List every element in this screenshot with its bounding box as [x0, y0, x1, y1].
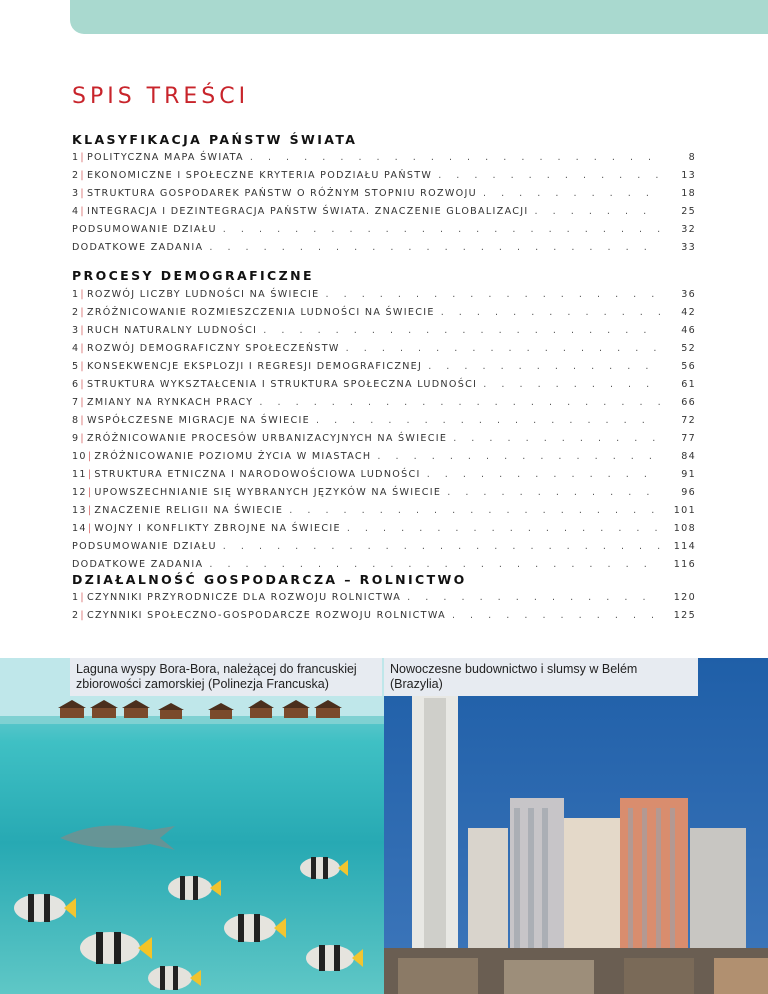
toc-entry[interactable]: 4 | ROZWÓJ DEMOGRAFICZNY SPOŁECZEŃSTW . . . 52 — [72, 343, 696, 359]
toc-entry[interactable]: 8 | WSPÓŁCZESNE MIGRACJE NA ŚWIECIE . . . 72 — [72, 415, 696, 431]
city-illustration — [384, 658, 768, 994]
section-heading: KLASYFIKACJA PAŃSTW ŚWIATA — [72, 132, 358, 147]
header-band — [70, 0, 768, 34]
toc-entry[interactable]: 2 | ZRÓŻNICOWANIE ROZMIESZCZENIA LUDNOŚCI NA ŚWIECIE . . . 42 — [72, 307, 696, 323]
toc-entry[interactable]: 12 | UPOWSZECHNIANIE SIĘ WYBRANYCH JĘZYKÓW NA ŚWIECIE . . . 96 — [72, 487, 696, 503]
toc-entry[interactable]: 1 | ROZWÓJ LICZBY LUDNOŚCI NA ŚWIECIE . . . 36 — [72, 289, 696, 305]
toc-entry[interactable]: 2 | CZYNNIKI SPOŁECZNO-GOSPODARCZE ROZWOJU ROLNICTWA . . . 125 — [72, 610, 696, 626]
toc-entry[interactable]: 9 | ZRÓŻNICOWANIE PROCESÓW URBANIZACYJNYCH NA ŚWIECIE . . . 77 — [72, 433, 696, 449]
city-photo — [384, 658, 768, 994]
section-heading: DZIAŁALNOŚĆ GOSPODARCZA – ROLNICTWO — [72, 572, 467, 587]
toc-entry[interactable]: PODSUMOWANIE DZIAŁU . . . 32 — [72, 224, 696, 240]
toc-entry[interactable]: DODATKOWE ZADANIA . . . 116 — [72, 559, 696, 575]
toc-entry[interactable]: 3 | RUCH NATURALNY LUDNOŚCI . . . 46 — [72, 325, 696, 341]
toc-entry[interactable]: 11 | STRUKTURA ETNICZNA I NARODOWOŚCIOWA LUDNOŚCI . . . 91 — [72, 469, 696, 485]
toc-entry[interactable]: 6 | STRUKTURA WYKSZTAŁCENIA I STRUKTURA SPOŁECZNA LUDNOŚCI . . . 61 — [72, 379, 696, 395]
lagoon-photo — [0, 658, 384, 994]
toc-entry[interactable]: 10 | ZRÓŻNICOWANIE POZIOMU ŻYCIA W MIASTACH . . . 84 — [72, 451, 696, 467]
toc-entry[interactable]: 7 | ZMIANY NA RYNKACH PRACY . . . 66 — [72, 397, 696, 413]
lagoon-caption: Laguna wyspy Bora-Bora, należącej do francuskiej zbiorowości zamorskiej (Polinezja Francuska) — [70, 658, 382, 696]
toc-entry[interactable]: 1 | CZYNNIKI PRZYRODNICZE DLA ROZWOJU ROLNICTWA . . . 120 — [72, 592, 696, 608]
city-caption: Nowoczesne budownictwo i slumsy w Belém (Brazylia) — [384, 658, 698, 696]
toc-entry[interactable]: 3 | STRUKTURA GOSPODAREK PAŃSTW O RÓŻNYM STOPNIU ROZWOJU . . . 18 — [72, 188, 696, 204]
page-title: SPIS TREŚCI — [72, 84, 250, 109]
toc-entry[interactable]: 4 | INTEGRACJA I DEZINTEGRACJA PAŃSTW ŚWIATA. ZNACZENIE GLOBALIZACJI . . . 25 — [72, 206, 696, 222]
toc-entry[interactable]: 13 | ZNACZENIE RELIGII NA ŚWIECIE . . . 101 — [72, 505, 696, 521]
lagoon-illustration — [0, 658, 384, 994]
toc-entry[interactable]: 14 | WOJNY I KONFLIKTY ZBROJNE NA ŚWIECIE . . . 108 — [72, 523, 696, 539]
toc-entry[interactable]: PODSUMOWANIE DZIAŁU . . . 114 — [72, 541, 696, 557]
toc-entry[interactable]: 5 | KONSEKWENCJE EKSPLOZJI I REGRESJI DEMOGRAFICZNEJ . . . 56 — [72, 361, 696, 377]
toc-entry[interactable]: 1 | POLITYCZNA MAPA ŚWIATA . . . 8 — [72, 152, 696, 168]
toc-entry[interactable]: DODATKOWE ZADANIA . . . 33 — [72, 242, 696, 258]
toc-entry[interactable]: 2 | EKONOMICZNE I SPOŁECZNE KRYTERIA PODZIAŁU PAŃSTW . . . 13 — [72, 170, 696, 186]
section-heading: PROCESY DEMOGRAFICZNE — [72, 268, 314, 283]
